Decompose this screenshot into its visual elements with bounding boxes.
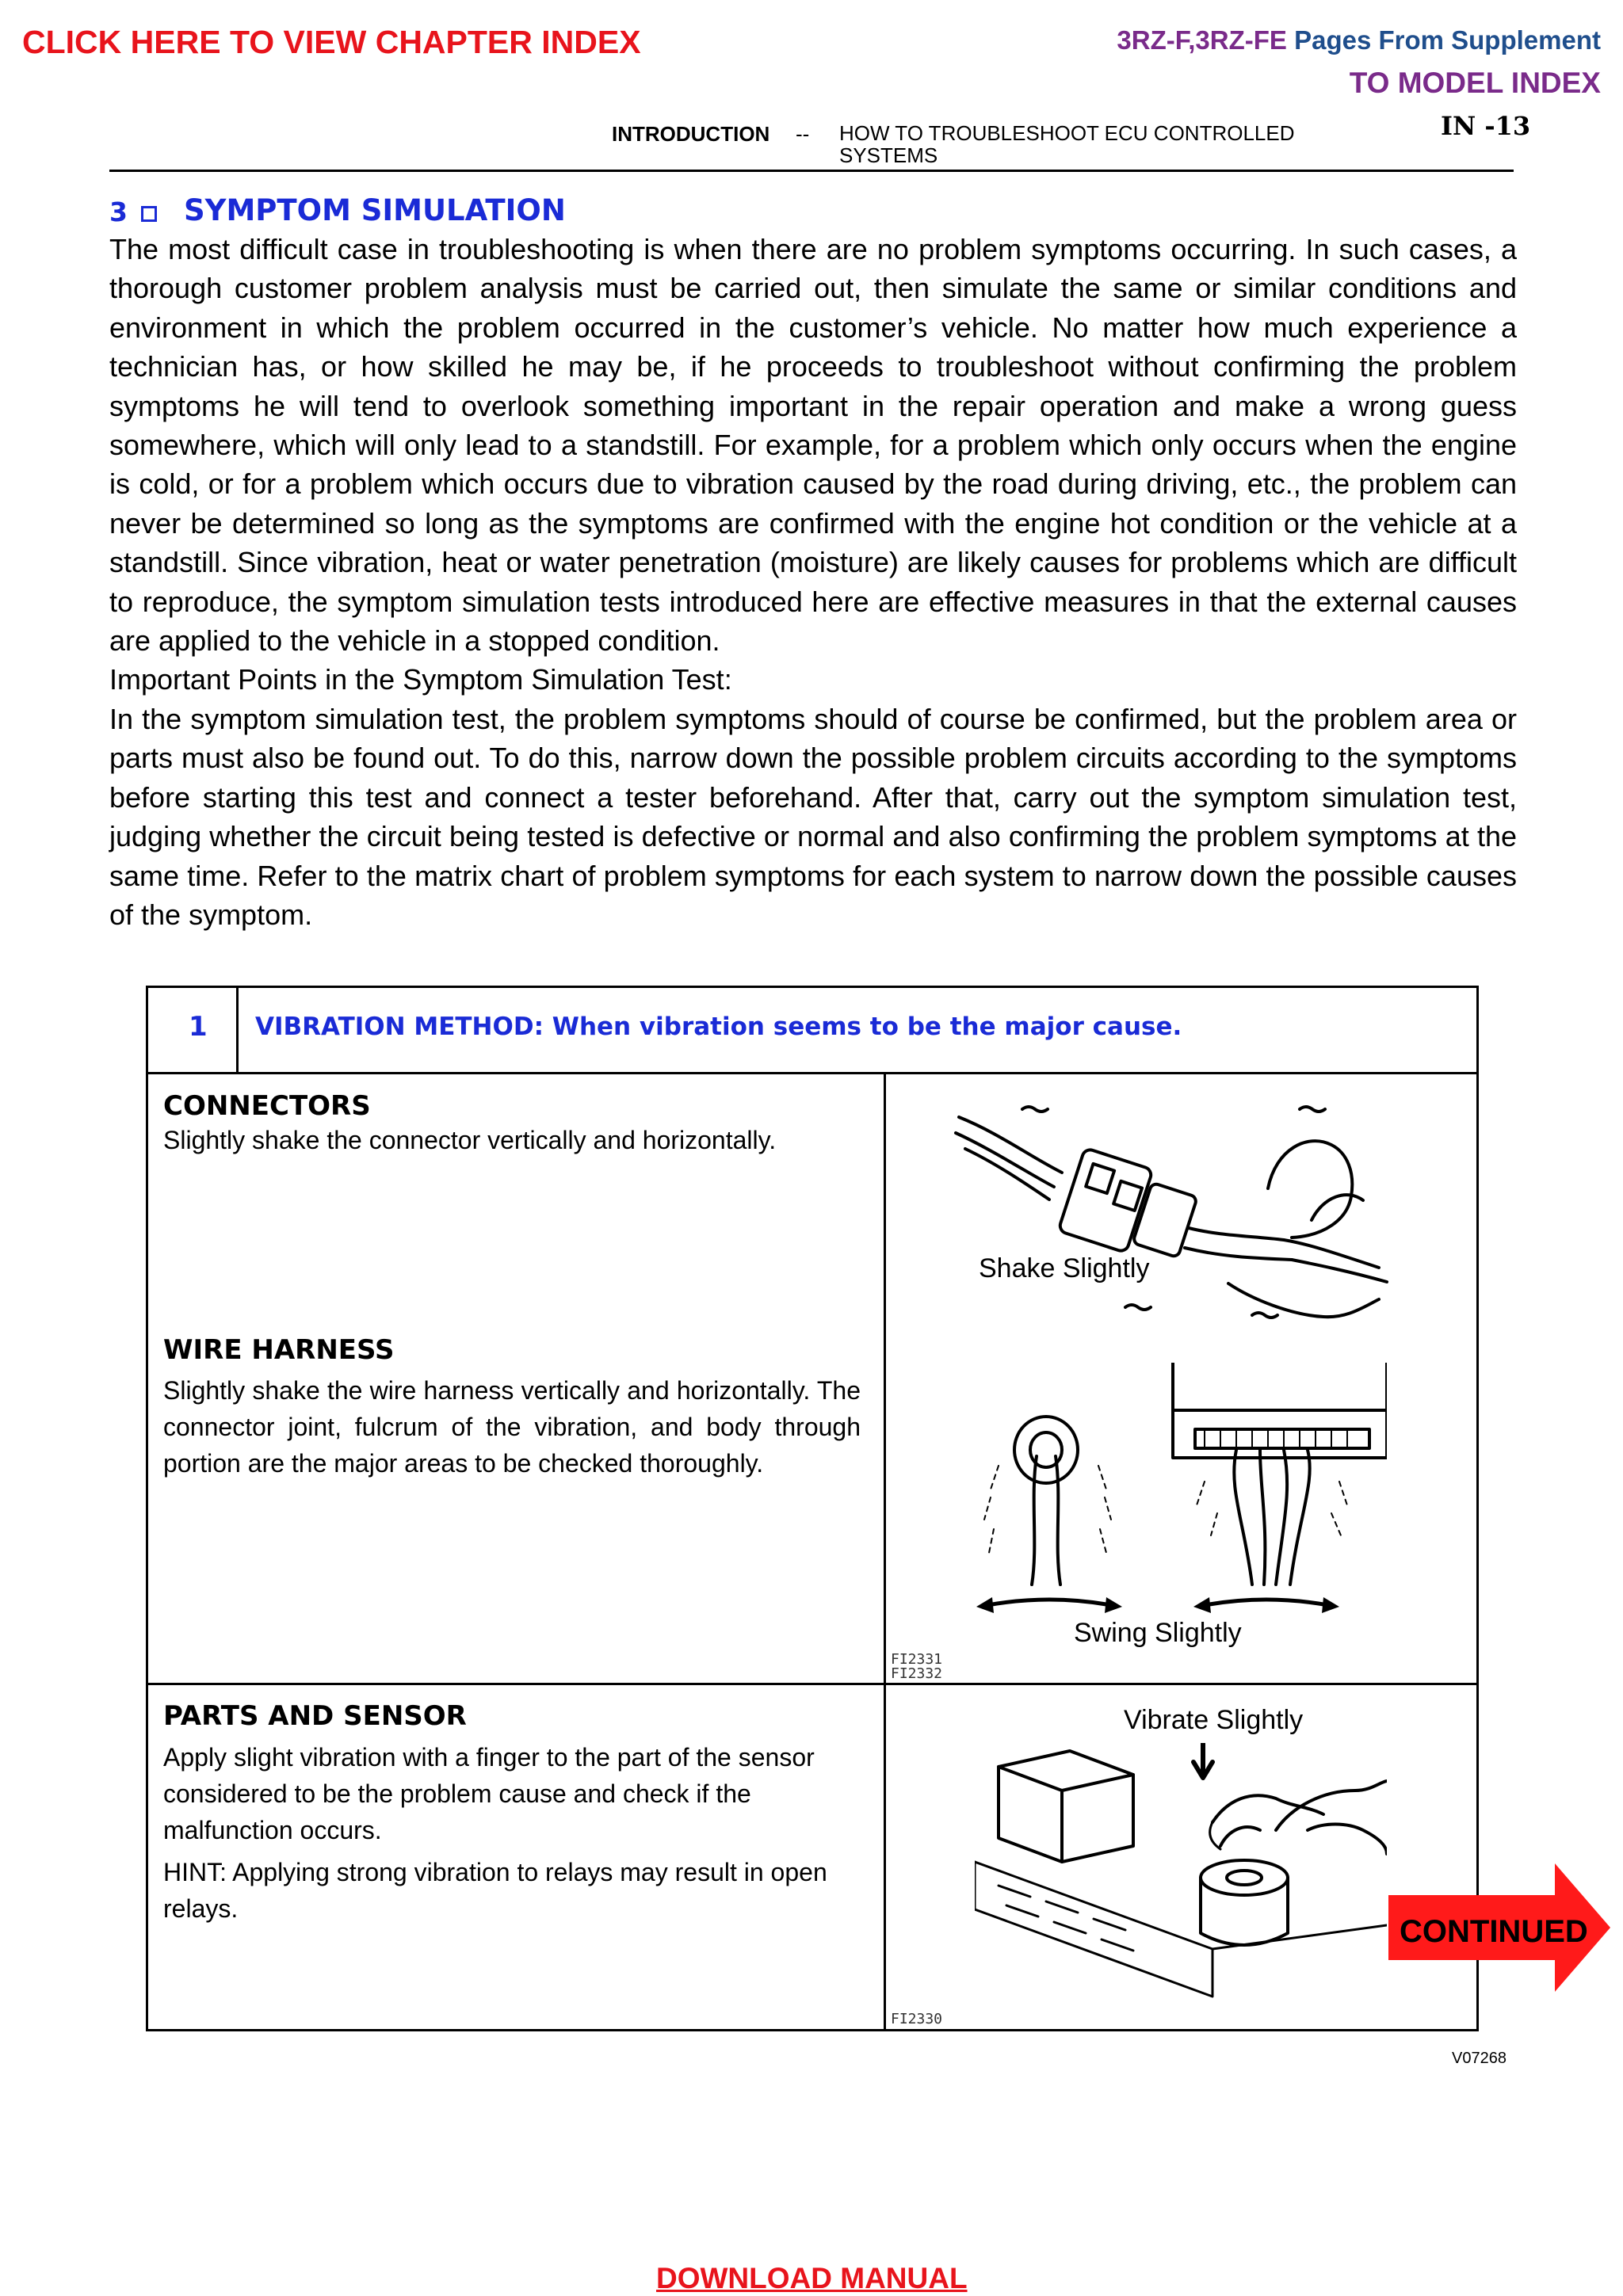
figure-code: FI2332	[891, 1665, 943, 1682]
header-subject: HOW TO TROUBLESHOOT ECU CONTROLLED SYSTEMS	[839, 121, 1295, 167]
points-paragraph: In the symptom simulation test, the problem symptoms should of course be confirmed, but the problem area or parts must also be found out. To do this, narrow down the possible problem circuits according to the symptoms before starting this test and connect a tester beforehand. After that, carry out the symptom simulation test, judging whether the circuit being tested is defective or normal and also confirming the problem symptoms at the same time. Refer to the matrix chart of problem symptoms for each system to narrow down the possible causes of the symptom.	[109, 703, 1517, 932]
parts-sensor-text: Apply slight vibration with a finger to the part of the sensor considered to be the problem cause and check if the malfunction occurs.	[163, 1743, 815, 1844]
model-index-link[interactable]: TO MODEL INDEX	[1349, 67, 1601, 99]
page-number: IN -13	[1441, 111, 1531, 141]
continued-label: CONTINUED	[1400, 1914, 1588, 1949]
download-manual-link[interactable]: DOWNLOAD MANUAL	[656, 2262, 968, 2294]
header-divider	[109, 170, 1514, 172]
table-divider	[884, 1072, 886, 2031]
table-title: VIBRATION METHOD: When vibration seems to be the major cause.	[255, 1013, 1182, 1041]
swing-arrow-icon	[976, 1591, 1122, 1619]
points-heading: Important Points in the Symptom Simulation Test:	[109, 663, 732, 696]
figure-code: FI2331	[891, 1651, 943, 1668]
harness-swing-illustration	[943, 1363, 1387, 1624]
section-number: 3	[109, 196, 128, 227]
table-number: 1	[189, 1011, 208, 1043]
chapter-index-link[interactable]: CLICK HERE TO VIEW CHAPTER INDEX	[22, 24, 641, 60]
table-divider	[146, 1072, 1479, 1074]
figure-reference-code: V07268	[1452, 2050, 1507, 2067]
swing-arrow-icon	[1193, 1591, 1339, 1619]
header-dash: --	[796, 122, 810, 146]
parts-sensor-hint: HINT: Applying strong vibration to relays may result in open relays.	[163, 1858, 827, 1923]
supplement-info	[1117, 25, 1601, 55]
section-title: SYMPTOM SIMULATION	[184, 193, 566, 227]
table-divider	[236, 986, 239, 1073]
header-section: INTRODUCTION	[612, 122, 770, 146]
shake-slightly-label: Shake Slightly	[979, 1253, 1150, 1283]
parts-sensor-heading: PARTS AND SENSOR	[163, 1700, 467, 1732]
wire-harness-text: Slightly shake the wire harness vertically and horizontally. The connector joint, fulcrum of the vibration, and body through portion are the major areas to be checked thoroughly.	[163, 1376, 861, 1478]
figure-code: FI2330	[891, 2011, 943, 2027]
relay-vibrate-illustration	[975, 1743, 1387, 2004]
swing-slightly-label: Swing Slightly	[1074, 1618, 1242, 1648]
wire-harness-heading: WIRE HARNESS	[163, 1334, 395, 1366]
vibrate-slightly-label: Vibrate Slightly	[1124, 1705, 1304, 1735]
table-divider	[146, 1683, 1479, 1685]
connector-shake-illustration	[951, 1101, 1395, 1339]
intro-paragraph: The most difficult case in troubleshooting is when there are no problem symptoms occurring. In such cases, a thorough customer problem analysis must be carried out, then simulate the same or similar conditions and environment in which the problem occurred in the customer’s vehicle. No matter how much experience a technician has, or how skilled he may be, if he proceeds to troubleshoot without confirming the problem symptoms he will tend to overlook something important in the repair operation and make a wrong guess somewhere, which will only lead to a standstill. For example, for a problem which only occurs when the engine is cold, or for a problem which occurs due to vibration caused by the road during driving, etc., the problem can never be determined so long as the symptoms are confirmed with the engine hot condition or the vehicle at a standstill. Since vibration, heat or water penetration (moisture) are likely causes for problems which are difficult to reproduce, the symptom simulation tests introduced here are effective measures in that the external causes are applied to the vehicle in a stopped condition.	[109, 233, 1517, 658]
model-code: 3RZ-F,3RZ-FE	[1117, 25, 1287, 55]
connectors-text: Slightly shake the connector vertically and horizontally.	[163, 1126, 777, 1154]
connectors-heading: CONNECTORS	[163, 1090, 371, 1122]
pages-from-label: Pages From Supplement	[1294, 25, 1601, 55]
square-bullet-icon	[141, 206, 157, 222]
